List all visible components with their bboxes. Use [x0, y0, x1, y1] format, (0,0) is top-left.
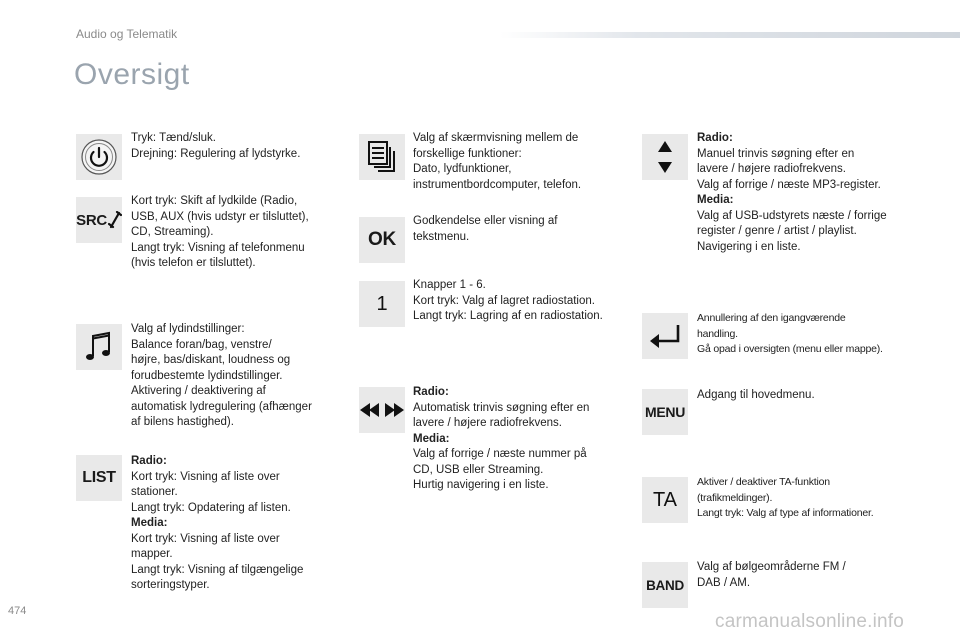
desc-line: Valg af bølgeområderne FM / [697, 561, 846, 573]
header-bar [500, 32, 960, 38]
desc-line: lavere / højere radiofrekvens. [697, 163, 846, 175]
ok-description [413, 214, 557, 245]
desc-line: USB, AUX (hvis udstyr er tilsluttet), [131, 210, 309, 223]
section-header: Audio og Telematik [76, 27, 178, 41]
phone-icon [108, 211, 122, 229]
power-button-icon-box [76, 134, 122, 180]
ta-label: TA [652, 488, 678, 511]
desc-line: CD, Streaming). [131, 226, 214, 238]
seek-description [413, 385, 589, 494]
sound-button-icon-box [76, 324, 122, 370]
menu-label: MENU [644, 404, 686, 420]
desc-line: CD, USB eller Streaming. [413, 463, 544, 476]
desc-line: (hvis telefon er tilsluttet). [131, 257, 256, 269]
display-mode-icon [366, 139, 398, 175]
desc-line: Gå opad i oversigten (menu eller mappe). [697, 343, 883, 355]
desc-line: Kort tryk: Skift af lydkilde (Radio, [131, 195, 298, 207]
band-description [697, 560, 846, 591]
desc-heading: Radio: [697, 132, 733, 144]
desc-line: lavere / højere radiofrekvens. [413, 417, 562, 429]
preset-button-icon-box [359, 281, 405, 327]
desc-line: Langt tryk: Visning af telefonmenu [131, 241, 305, 254]
desc-line: mapper. [131, 548, 173, 560]
preset-description [413, 278, 603, 325]
sound-description [131, 322, 312, 431]
desc-line: tekstmenu. [413, 230, 470, 243]
list-description [131, 454, 303, 594]
desc-heading: Radio: [131, 455, 167, 467]
desc-heading: Media: [413, 432, 450, 445]
ta-button-icon-box [642, 477, 688, 523]
display-description [413, 131, 581, 193]
desc-line: Kort tryk: Visning af liste over [131, 470, 280, 483]
desc-line: Valg af forrige / næste MP3-register. [697, 178, 881, 191]
desc-line: Balance foran/bag, venstre/ [131, 338, 272, 351]
seek-arrows-icon [360, 402, 404, 418]
list-label: LIST [82, 469, 116, 486]
desc-line: af bilens hastighed). [131, 416, 234, 428]
power-icon [79, 137, 119, 177]
band-button-icon-box [642, 562, 688, 608]
desc-line: Hurtig navigering i en liste. [413, 479, 549, 491]
seek-button-icon-box [359, 387, 405, 433]
ta-description [697, 475, 873, 522]
desc-line: handling. [697, 327, 738, 340]
desc-line: højre, bas/diskant, loudness og [131, 354, 291, 366]
desc-line: Langt tryk: Visning af tilgængelige [131, 563, 304, 576]
ok-button-icon-box [359, 217, 405, 263]
back-arrow-icon [648, 322, 682, 350]
page-title: Oversigt [74, 58, 190, 91]
desc-heading: Media: [697, 194, 734, 206]
desc-line: Godkendelse eller visning af [413, 215, 558, 227]
desc-line: Dato, lydfunktioner, [413, 163, 512, 175]
desc-line: Adgang til hovedmenu. [697, 389, 815, 401]
desc-line: Drejning: Regulering af lydstyrke. [131, 147, 301, 160]
desc-line: (trafikmeldinger). [697, 491, 773, 504]
desc-line: Manuel trinvis søgning efter en [697, 147, 855, 160]
desc-line: Valg af forrige / næste nummer på [413, 448, 587, 460]
desc-heading: Radio: [413, 386, 449, 398]
back-description [697, 311, 883, 358]
preset-label: 1 [376, 292, 388, 315]
page-number: 474 [8, 605, 27, 617]
desc-line: Knapper 1 - 6. [413, 279, 486, 291]
src-label: SRC [76, 211, 107, 229]
list-button-icon-box [76, 455, 122, 501]
watermark: carmanualsonline.info [715, 611, 905, 632]
desc-line: instrumentbordcomputer, telefon. [413, 178, 582, 191]
desc-line: Kort tryk: Valg af lagret radiostation. [413, 294, 595, 307]
updown-button-icon-box [642, 134, 688, 180]
music-note-icon [84, 330, 114, 364]
desc-line: Tryk: Tænd/sluk. [131, 132, 216, 144]
src-description [131, 194, 309, 272]
menu-description [697, 388, 815, 404]
src-button-icon-box [76, 197, 122, 243]
desc-line: Kort tryk: Visning af liste over [131, 532, 280, 545]
desc-line: Langt tryk: Lagring af en radiostation. [413, 310, 603, 322]
desc-line: Annullering af den igangværende [697, 312, 846, 324]
desc-line: Langt tryk: Opdatering af listen. [131, 501, 291, 514]
desc-line: Valg af lydindstillinger: [131, 323, 245, 335]
display-button-icon-box [359, 134, 405, 180]
desc-line: Automatisk trinvis søgning efter en [413, 401, 590, 414]
ok-label: OK [368, 229, 396, 250]
desc-heading: Media: [131, 517, 168, 529]
back-button-icon-box [642, 313, 688, 359]
desc-line: Navigering i en liste. [697, 240, 801, 253]
desc-line: Valg af skærmvisning mellem de [413, 132, 579, 144]
desc-line: sorteringstyper. [131, 579, 210, 591]
desc-line: automatisk lydregulering (afhænger [131, 400, 312, 413]
desc-line: forudbestemte lydindstillinger. [131, 369, 283, 382]
band-label: BAND [646, 577, 684, 593]
desc-line: stationer. [131, 486, 178, 498]
desc-line: forskellige funktioner: [413, 147, 522, 160]
desc-line: DAB / AM. [697, 576, 751, 589]
menu-button-icon-box [642, 389, 688, 435]
desc-line: register / genre / artist / playlist. [697, 225, 857, 237]
desc-line: Valg af USB-udstyrets næste / forrige [697, 209, 887, 222]
up-down-arrows-icon [655, 139, 675, 175]
power-description [131, 131, 300, 162]
updown-description [697, 131, 887, 255]
desc-line: Aktiver / deaktiver TA-funktion [697, 476, 830, 488]
desc-line: Langt tryk: Valg af type af informationer. [697, 507, 874, 519]
desc-line: Aktivering / deaktivering af [131, 385, 266, 397]
